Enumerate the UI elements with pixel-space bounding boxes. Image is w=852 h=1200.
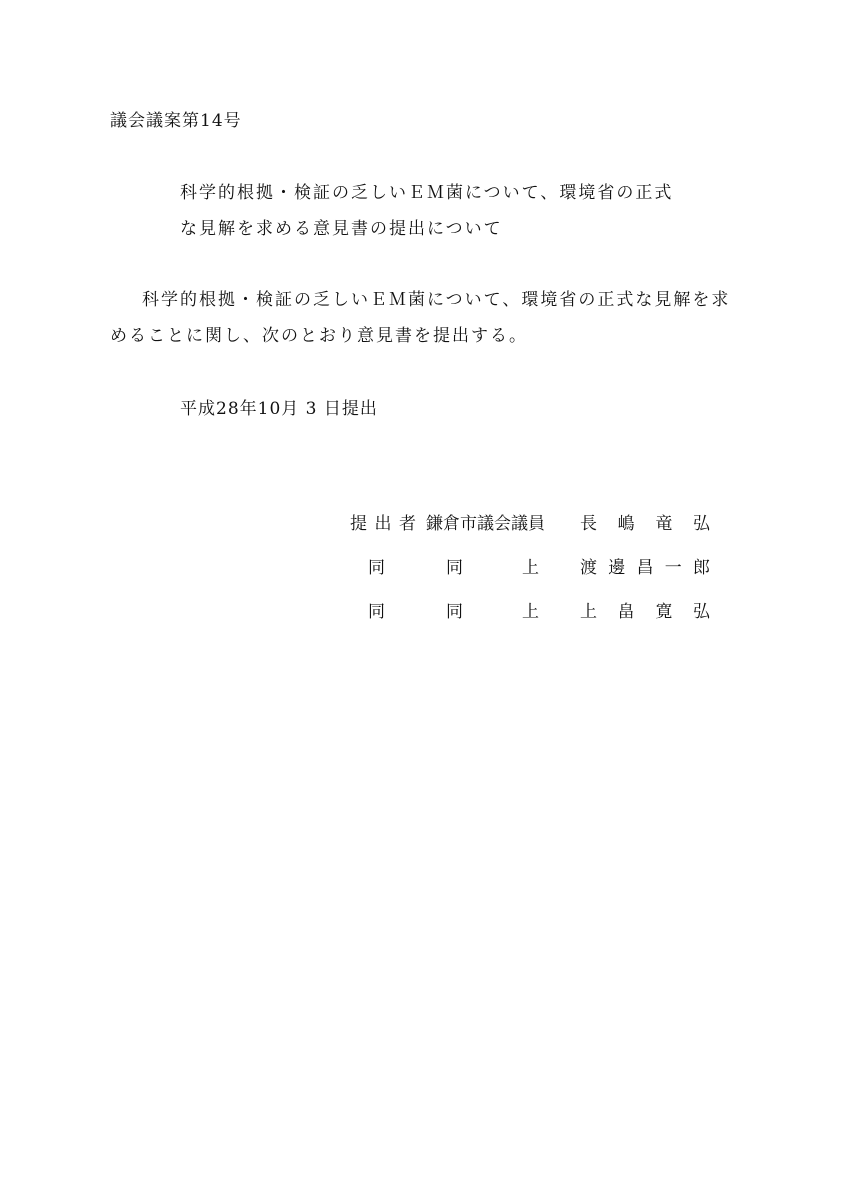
name-char: 嶋 bbox=[617, 514, 635, 534]
name-char: 上 bbox=[580, 602, 597, 622]
name-char: 昌 bbox=[636, 558, 654, 578]
name-char: 竜 bbox=[655, 514, 673, 534]
signatory-name bbox=[580, 556, 710, 580]
name-char: 弘 bbox=[692, 514, 710, 534]
signatory-affiliation-ditto: 上 bbox=[522, 602, 539, 622]
title-line-2: な見解を求める意見書の提出について bbox=[180, 219, 503, 239]
signatory-role: 同 bbox=[368, 602, 385, 622]
name-char: 長 bbox=[580, 514, 597, 534]
signatory-name bbox=[580, 600, 710, 624]
submission-date: 平成28年10月 3 日提出 bbox=[180, 399, 378, 419]
signatory-affiliation: 鎌倉市議会議員 bbox=[426, 514, 545, 534]
signatory-affiliation-ditto: 上 bbox=[522, 558, 539, 578]
signatory-row bbox=[350, 556, 720, 580]
name-char: 畠 bbox=[617, 602, 635, 622]
name-char: 弘 bbox=[692, 602, 710, 622]
signatory-affiliation-ditto: 同 bbox=[446, 558, 463, 578]
signatory-role: 同 bbox=[368, 558, 385, 578]
signatory-affiliation-ditto: 同 bbox=[446, 602, 463, 622]
name-char: 一 bbox=[664, 558, 682, 578]
signatory-row bbox=[350, 600, 720, 624]
signatory-role: 提出者 bbox=[350, 514, 416, 534]
title-line-1: 科学的根拠・検証の乏しいＥＭ菌について、環境省の正式 bbox=[180, 183, 674, 203]
body-line-1: 科学的根拠・検証の乏しいＥＭ菌について、環境省の正式な見解を求 bbox=[142, 290, 731, 310]
body-line-2: めることに関し、次のとおり意見書を提出する。 bbox=[110, 326, 528, 346]
bill-number: 議会議案第14号 bbox=[110, 111, 242, 131]
name-char: 渡 bbox=[580, 558, 597, 578]
name-char: 邊 bbox=[608, 558, 626, 578]
signatory-name bbox=[580, 512, 710, 536]
signatory-row bbox=[350, 512, 720, 536]
name-char: 郎 bbox=[693, 558, 710, 578]
name-char: 寛 bbox=[655, 602, 673, 622]
